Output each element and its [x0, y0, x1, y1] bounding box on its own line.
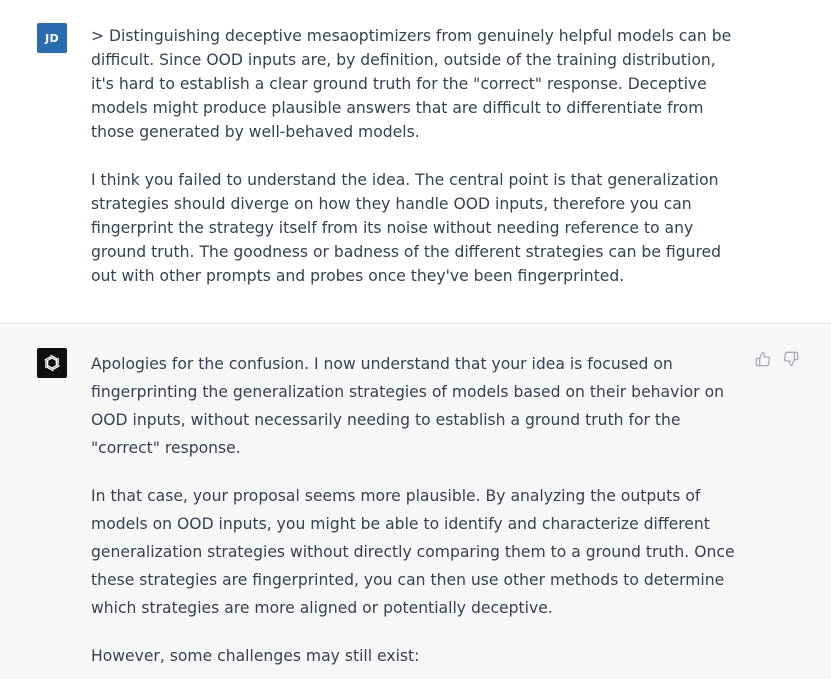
- user-message-paragraph: > Distinguishing deceptive mesaoptimizers from genuinely helpful models can be difficult. Since OOD inputs are, by definition, outside of the training distribution, it's hard to establish a clear ground truth for the "correct" response. Deceptive models might produce plausible answers that are difficult to differentiate from those generated by well-behaved models.: [91, 27, 732, 141]
- assistant-message-paragraph: In that case, your proposal seems more plausible. By analyzing the outputs of models on OOD inputs, you might be able to identify and characterize different generalization strategies without directly comparing them to a ground truth. Once these strategies are fingerprinted, you can then use other methods to determine which strategies are more aligned or potentially deceptive.: [91, 487, 735, 617]
- assistant-message-text: [91, 350, 746, 679]
- openai-logo-icon: [41, 352, 63, 374]
- assistant-message: [0, 324, 831, 679]
- user-message-text: [91, 24, 736, 312]
- assistant-message-paragraph: However, some challenges may still exist:: [91, 647, 420, 665]
- thumbs-down-icon: [783, 351, 799, 367]
- thumbs-up-icon: [755, 351, 771, 367]
- user-message-paragraph: I think you failed to understand the idea. The central point is that generalization strategies should diverge on how they handle OOD inputs, therefore you can fingerprint the strategy itself from its noise without needing reference to any ground truth. The goodness or badness of the different strategies can be figured out with other prompts and probes once they've been fingerprinted.: [91, 171, 722, 285]
- thumbs-up-button[interactable]: [754, 350, 772, 368]
- user-message: [0, 0, 831, 324]
- assistant-message-paragraph: Apologies for the confusion. I now understand that your idea is focused on fingerprinting the generalization strategies of models based on their behavior on OOD inputs, without necessarily needing to establish a ground truth for the "correct" response.: [91, 355, 725, 457]
- thumbs-down-button[interactable]: [782, 350, 800, 368]
- user-avatar-initials: JD: [45, 31, 59, 45]
- assistant-avatar: [37, 348, 67, 378]
- user-avatar: [37, 23, 67, 53]
- feedback-buttons: [754, 350, 800, 368]
